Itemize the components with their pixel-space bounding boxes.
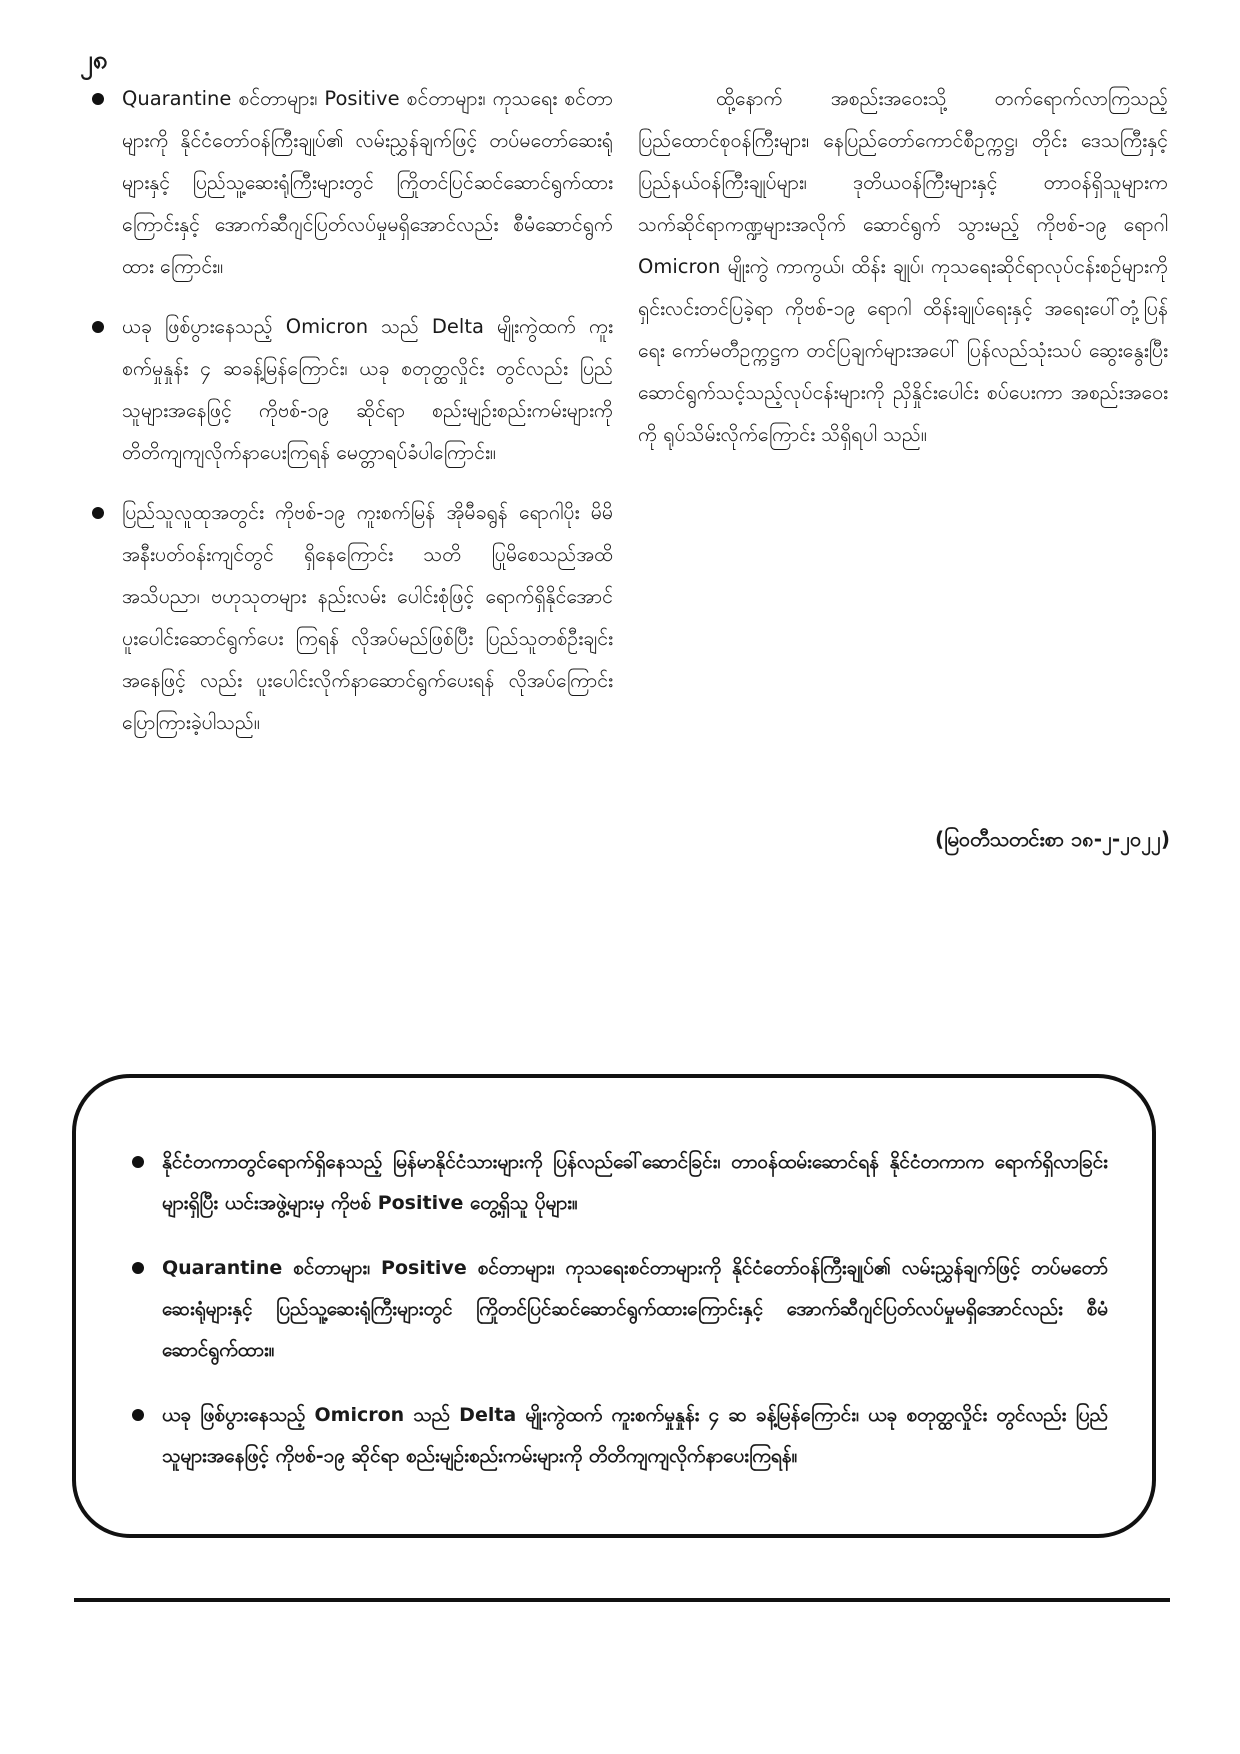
- bullet-icon: [132, 1409, 144, 1421]
- bullet-icon: [92, 507, 104, 519]
- summary-text: နိုင်ငံတကာတွင်ရောက်ရှိနေသည့် မြန်မာနိုင်ငံသားများကို ပြန်လည်ခေါ်ဆောင်ခြင်း၊ တာဝန်ထမ်းဆောင်ရန် နိုင်ငံတကာက ရောက်ရှိလာခြင်းများရှိပြီး ယင်းအဖွဲ့များမှ ကိုဗစ် Positive တွေ့ရှိသူ ပိုများ။: [162, 1151, 1108, 1214]
- right-column: [638, 78, 1168, 456]
- summary-list: [122, 1142, 1108, 1477]
- bullet-text: ယခု ဖြစ်ပွားနေသည့် Omicron သည် Delta မျိုးကွဲထက် ကူးစက်မှုနှုန်း ၄ ဆခန့်မြန်ကြောင်း၊ ယခု စတုတ္ထလှိုင်း တွင်လည်း ပြည်သူများအနေဖြင့် ကိုဗစ်-၁၉ ဆိုင်ရာ စည်းမျဉ်းစည်းကမ်းများကို တိတိကျကျလိုက်နာပေးကြရန် မေတ္တာရပ်ခံပါကြောင်း။: [122, 315, 613, 464]
- summary-item: [122, 1248, 1108, 1371]
- bullet-text: ပြည်သူလူထုအတွင်း ကိုဗစ်-၁၉ ကူးစက်မြန် အိုမီခရွန် ရောဂါပိုး မိမိအနီးပတ်ဝန်းကျင်တွင် ရှိနေကြောင်း သတိ ပြုမိစေသည်အထိ အသိပညာ၊ ဗဟုသုတများ နည်းလမ်း ပေါင်းစုံဖြင့် ရောက်ရှိနိုင်အောင် ပူးပေါင်းဆောင်ရွက်ပေး ကြရန် လိုအပ်မည်ဖြစ်ပြီး ပြည်သူတစ်ဦးချင်းအနေဖြင့် လည်း ပူးပေါင်းလိုက်နာဆောင်ရွက်ပေးရန် လိုအပ်ကြောင်း ပြောကြားခဲ့ပါသည်။: [122, 501, 613, 734]
- bullet-icon: [132, 1156, 144, 1168]
- body-paragraph: ထို့နောက် အစည်းအဝေးသို့ တက်ရောက်လာကြသည့် ပြည်ထောင်စုဝန်ကြီးများ၊ နေပြည်တော်ကောင်စီဥက္ကဋ္ဌ၊ တိုင်း ဒေသကြီးနှင့်ပြည်နယ်ဝန်ကြီးချုပ်များ၊ ဒုတိယဝန်ကြီးများနှင့် တာဝန်ရှိသူများက သက်ဆိုင်ရာကဏ္ဍများအလိုက် ဆောင်ရွက် သွားမည့် ကိုဗစ်-၁၉ ရောဂါ Omicron မျိုးကွဲ ကာကွယ်၊ ထိန်း ချုပ်၊ ကုသရေးဆိုင်ရာလုပ်ငန်းစဉ်များကို ရှင်းလင်းတင်ပြခဲ့ရာ ကိုဗစ်-၁၉ ရောဂါ ထိန်းချုပ်ရေးနှင့် အရေးပေါ်တုံ့ပြန်ရေး ကော်မတီဥက္ကဋ္ဌက တင်ပြချက်များအပေါ် ပြန်လည်သုံးသပ် ဆွေးနွေးပြီး ဆောင်ရွက်သင့်သည့်လုပ်ငန်းများကို ညှိနှိုင်းပေါင်း စပ်ပေးကာ အစည်းအဝေးကို ရုပ်သိမ်းလိုက်ကြောင်း သိရှိရပါ သည်။: [638, 87, 1168, 446]
- summary-item: [122, 1142, 1108, 1224]
- left-bullet-list: [88, 78, 613, 744]
- bullet-text: Quarantine စင်တာများ၊ Positive စင်တာများ၊ ကုသရေး စင်တာများကို နိုင်ငံတော်ဝန်ကြီးချုပ်၏ လမ်းညွှန်ချက်ဖြင့် တပ်မတော်ဆေးရုံများနှင့် ပြည်သူ့ဆေးရုံကြီးများတွင် ကြိုတင်ပြင်ဆင်ဆောင်ရွက်ထားကြောင်းနှင့် အောက်ဆီဂျင်ပြတ်လပ်မှုမရှိအောင်လည်း စီမံဆောင်ရွက်ထား ကြောင်း။: [122, 87, 613, 278]
- bottom-divider: [74, 1598, 1170, 1602]
- summary-box: [72, 1074, 1156, 1538]
- list-item: [88, 306, 613, 474]
- list-item: [88, 78, 613, 288]
- bullet-icon: [132, 1262, 144, 1274]
- list-item: [88, 492, 613, 744]
- summary-item: [122, 1395, 1108, 1477]
- bullet-icon: [92, 93, 104, 105]
- page-number: ၂၈: [80, 45, 108, 75]
- bullet-icon: [92, 321, 104, 333]
- news-source-citation: (မြဝတီသတင်းစာ ၁၈-၂-၂၀၂၂): [934, 827, 1170, 851]
- summary-text: ယခု ဖြစ်ပွားနေသည့် Omicron သည် Delta မျိုးကွဲထက် ကူးစက်မှုနှုန်း ၄ ဆ ခန့်မြန်ကြောင်း၊ ယခု စတုတ္ထလှိုင်း တွင်လည်း ပြည်သူများအနေဖြင့် ကိုဗစ်-၁၉ ဆိုင်ရာ စည်းမျဉ်းစည်းကမ်းများကို တိတိကျကျလိုက်နာပေးကြရန်။: [162, 1404, 1108, 1467]
- summary-text: Quarantine စင်တာများ၊ Positive စင်တာများ၊ ကုသရေးစင်တာများကို နိုင်ငံတော်ဝန်ကြီးချုပ်၏ လမ်းညွှန်ချက်ဖြင့် တပ်မတော်ဆေးရုံများနှင့် ပြည်သူ့ဆေးရုံကြီးများတွင် ကြိုတင်ပြင်ဆင်ဆောင်ရွက်ထားကြောင်းနှင့် အောက်ဆီဂျင်ပြတ်လပ်မှုမရှိအောင်လည်း စီမံဆောင်ရွက်ထား။: [162, 1257, 1108, 1361]
- left-column: [88, 78, 613, 762]
